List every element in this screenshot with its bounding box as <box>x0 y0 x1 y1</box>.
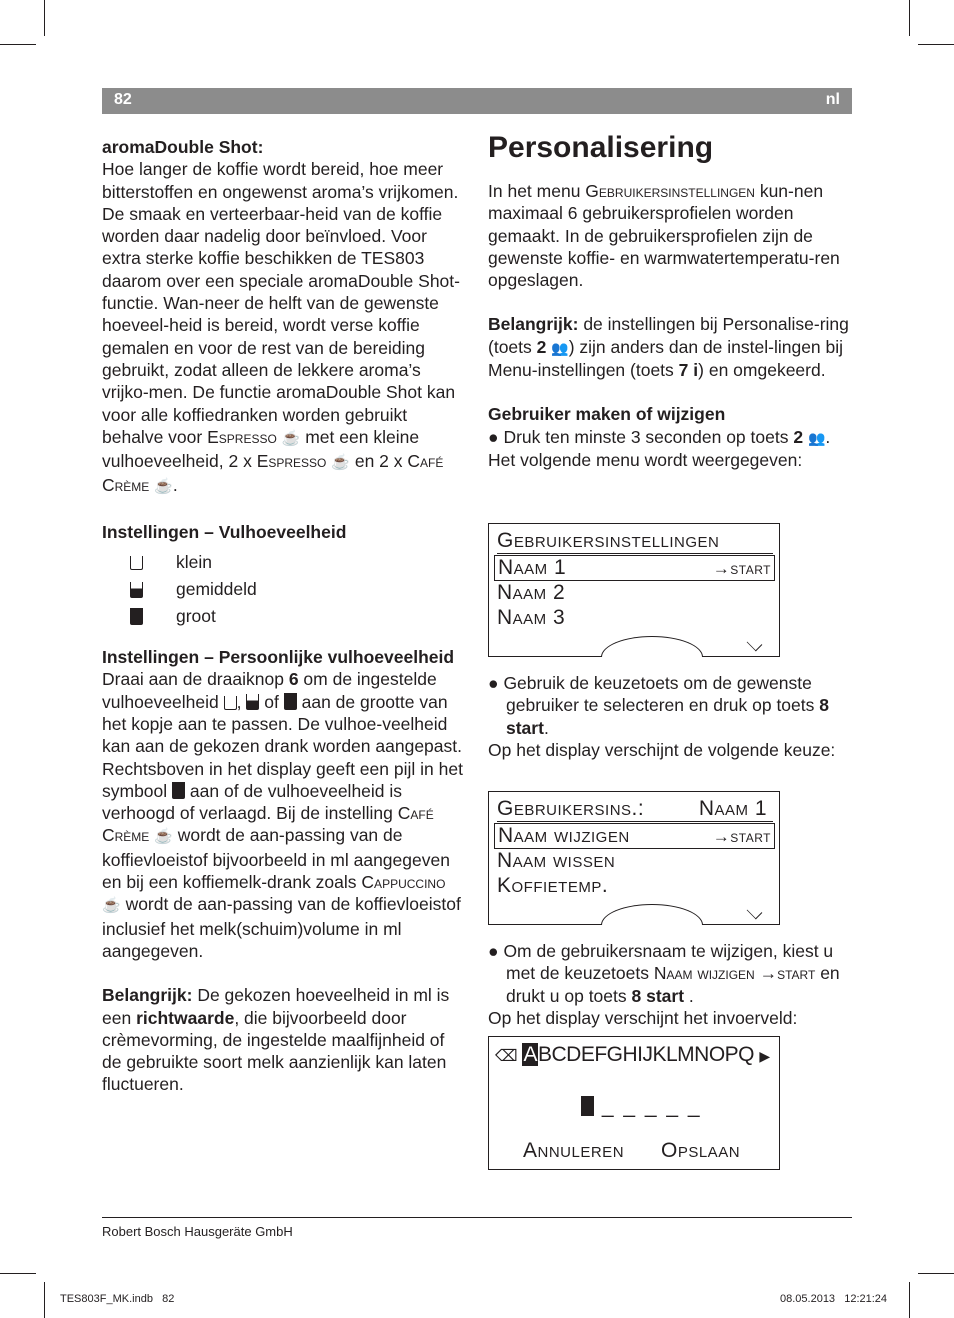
rotary-knob-outline <box>601 636 703 657</box>
lcd-menu-item-selected[interactable]: Naam 1 →start <box>494 555 775 581</box>
lcd-title: Gebruikersins.: Naam 1 <box>497 797 773 822</box>
lcd-save-option[interactable]: Opslaan <box>661 1139 741 1162</box>
lcd-user-menu <box>488 791 780 925</box>
lcd-alphabet-row <box>495 1043 773 1067</box>
lcd-title: Gebruikersinstellingen <box>497 529 773 554</box>
page-number: 82 <box>114 91 132 108</box>
lcd-menu-item[interactable]: Naam wissen <box>497 849 616 872</box>
personal-paragraph: Draai aan de draaiknop 6 om de ingestelde vulhoeveelheid , of aan de grootte van het kopje aan te passen. De vulhoe-veelheid kan aan de gekozen drank worden aangepast. Rechtsboven in het display geeft een pijl in het symbool aan of de vulhoeveelheid is verhoogd of verlaagd. Bij de instelling Café Crème ☕ wordt de aan-passing van de koffievloeistof bijvoorbeeld in ml aangegeven en bij een koffiemelk-drank zoals Cappuccino ☕ wordt de aan-passing van de koffievloeistof inclusief het melk(schuim)volume in ml aangegeven. <box>102 669 463 961</box>
fill-heading: Instellingen – Vulhoeveelheid <box>102 521 347 542</box>
right-column-lower <box>488 940 852 1029</box>
right-column <box>488 130 852 471</box>
cappuccino-cup-icon: ☕ <box>102 897 121 915</box>
chevron-down-icon <box>747 636 763 652</box>
aroma-heading: aromaDouble Shot: <box>102 137 264 157</box>
footer-divider <box>102 1217 852 1218</box>
right-important-paragraph: Belangrijk: de instellingen bij Personalise-ring (toets 2 👥) zijn anders dan de instel-lingen bij Menu-instellingen (toets 7 i) en omgekeerd. <box>488 314 849 381</box>
left-column <box>102 136 464 1096</box>
espresso-cup-icon: ☕ <box>281 429 301 447</box>
users-icon: 👥 <box>807 429 826 446</box>
selected-letter[interactable]: A <box>523 1043 537 1066</box>
important-paragraph: Belangrijk: De gekozen hoeveelheid in ml is een richtwaarde, die bijvoorbeeld door crèmevorming, de ingestelde maalfijnheid of de gebruikte soort melk aanzienlijk kan laten fluctueren. <box>102 985 450 1095</box>
lcd-name-input <box>488 1036 780 1170</box>
medium-cup-icon <box>246 694 259 710</box>
menu-shown-text: Het volgende menu wordt weergegeven: <box>488 449 803 470</box>
small-cup-icon <box>224 696 237 710</box>
rotary-knob-outline <box>601 904 703 925</box>
users-icon: 👥 <box>551 339 569 356</box>
coffee-cup-icon: ☕ <box>154 478 173 496</box>
backspace-icon[interactable]: ⌫ <box>495 1048 518 1065</box>
footer-file: TES803F_MK.indb 82 <box>60 1293 175 1305</box>
input-shown-text: Op het display verschijnt het invoerveld: <box>488 1007 798 1028</box>
aroma-paragraph: Hoe langer de koffie wordt bereid, hoe meer bitterstoffen en ongewenst aroma’s vrijkomen. De smaak en verteerbaar-heid van de koffie worden daar nadelig door beïnvloed. Voor extra sterke koffie beschikken de TES803 daarom over een speciale aromaDouble Shot-functie. Wan-neer de helft van de gewenste hoeveel-heid is bereid, wordt verse koffie gemalen en voor de rest van de bereiding gebruikt, zodat alleen de lekkere aroma’s vrijko-men. De functie aromaDouble Shot kan voor alle koffiedranken worden gebruikt behalve voor Espresso ☕ met een kleine vulhoeveelheid, 2 x Espresso ☕ en 2 x Café Crème ☕. <box>102 159 460 496</box>
page-header <box>102 88 852 114</box>
lcd-user-settings <box>488 523 780 657</box>
display-choice-text: Op het display verschijnt de volgende keuze: <box>488 739 836 760</box>
lcd-menu-item[interactable]: Koffietemp. <box>497 874 609 897</box>
name-entry-field[interactable]: _ _ _ _ _ <box>581 1095 773 1119</box>
lcd-menu-item[interactable]: Naam 2 <box>497 581 566 604</box>
bullet-item: ● Om de gebruikersnaam te wijzigen, kiest u met de keuzetoets Naam wijzigen →start en drukt u op toets 8 start . <box>488 941 840 1006</box>
coffee-cup-icon: ☕ <box>154 828 173 846</box>
lcd-cancel-option[interactable]: Annuleren <box>523 1139 625 1162</box>
medium-cup-icon <box>130 582 143 598</box>
info-icon: i <box>693 360 699 381</box>
footer-company: Robert Bosch Hausgeräte GmbH <box>102 1224 293 1239</box>
large-cup-icon <box>284 693 297 710</box>
intro-paragraph: In het menu Gebruikersinstellingen kun-nen maximaal 6 gebruikersprofielen worden gemaakt. In de gebruikersprofielen zijn de gewenste koffie- en warmwatertemperatu-ren opgeslagen. <box>488 181 840 291</box>
lcd-menu-item[interactable]: Naam 3 <box>497 606 566 629</box>
page-title: Personalisering <box>488 131 714 164</box>
bullet-item: ● Gebruik de keuzetoets om de gewenste gebruiker te selecteren en druk op toets 8 start. <box>488 673 829 738</box>
arrow-right-icon[interactable]: ▶ <box>759 1048 770 1064</box>
personal-heading: Instellingen – Persoonlijke vulhoeveelheid <box>102 647 455 668</box>
text-cursor <box>581 1096 594 1116</box>
lcd-menu-item-selected[interactable]: Naam wijzigen →start <box>494 823 775 849</box>
footer-date: 08.05.2013 12:21:24 <box>780 1293 888 1305</box>
chevron-down-icon <box>747 904 763 920</box>
alphabet-letters[interactable]: BCDEFGHIJKLMNOPQ <box>537 1043 755 1066</box>
bullet-item: ● Druk ten minste 3 seconden op toets 2 👥. <box>488 426 831 447</box>
fill-size-item: groot <box>130 603 464 630</box>
fill-size-item: klein <box>130 549 464 576</box>
fill-size-list <box>130 549 464 630</box>
fill-size-item: gemiddeld <box>130 576 464 603</box>
small-cup-icon <box>130 556 143 570</box>
right-column-mid <box>488 672 852 761</box>
large-cup-icon <box>172 782 185 799</box>
espresso-cup-icon: ☕ <box>331 454 350 472</box>
user-heading: Gebruiker maken of wijzigen <box>488 404 726 425</box>
large-cup-icon <box>130 608 143 625</box>
language-code: nl <box>825 91 840 108</box>
